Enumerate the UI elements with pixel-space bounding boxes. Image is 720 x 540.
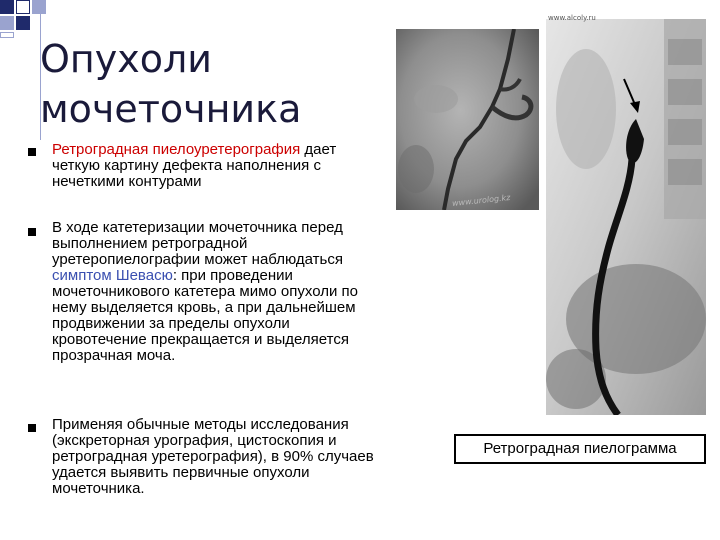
image-caption: Ретроградная пиелограмма (454, 434, 706, 464)
bullet-3-text: Применяя обычные методы исследования (экскреторная урография, цистоскопия и ретроградная уретерография), в 90% случаев удается выявить первичные опухоли мочеточника. (52, 416, 374, 497)
bullet-2-pre: В ходе катетеризации мочеточника перед выполнением ретроградной уретеропиелографии может наблюдаться (52, 219, 343, 268)
bullet-1-rest: дает четкую картину дефекта наполнения с нечеткими контурами (52, 141, 337, 190)
title-line-1: Опухоли (40, 37, 212, 81)
xray-small-image (396, 29, 539, 210)
slide-title (40, 34, 301, 134)
chevassu-sign-link[interactable]: симптом Шевасю (52, 267, 173, 284)
bullet-item-2 (52, 220, 382, 364)
bullet-1-lead: Ретроградная пиелоуретерография (52, 141, 301, 158)
bullet-square-icon (28, 424, 36, 432)
bullet-2-post: : при проведении мочеточникового катетера мимо опухоли по нему выделяется кровь, а при дальнейшем продвижении за пределы опухоли кровотечение прекращается и выделяется прозрачная моча. (52, 267, 358, 364)
title-line-2: мочеточника (40, 87, 302, 131)
xray-pyelogram-image (546, 19, 706, 415)
site-watermark: www.alcoly.ru (548, 14, 596, 22)
image-watermark: www.urolog.kz (451, 192, 511, 209)
bullet-item-1 (52, 142, 382, 190)
bullet-square-icon (28, 228, 36, 236)
bullet-square-icon (28, 148, 36, 156)
bullet-item-3 (52, 417, 382, 497)
